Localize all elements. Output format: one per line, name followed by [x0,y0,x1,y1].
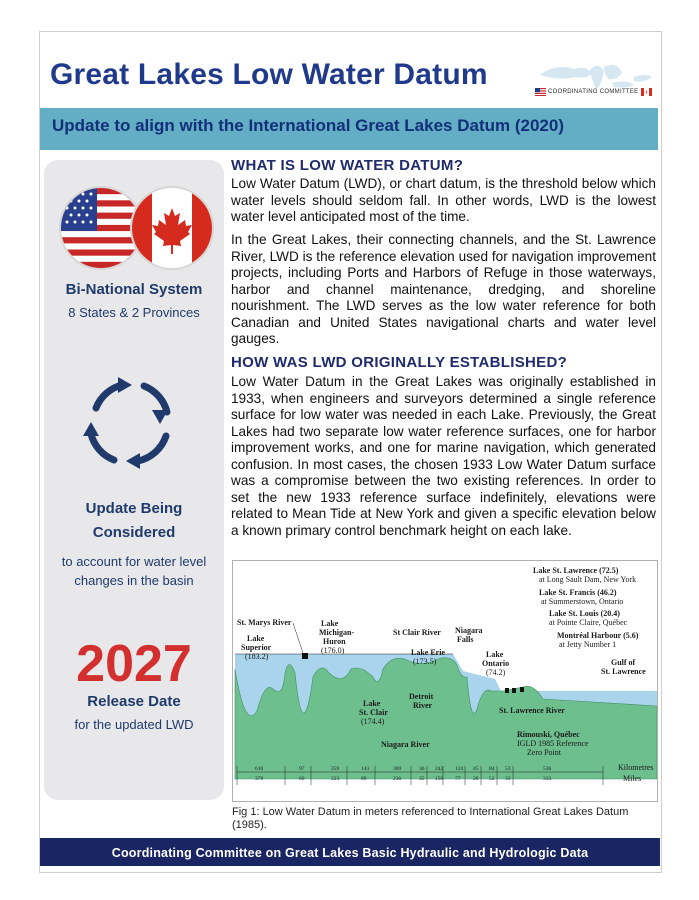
mile-segment-label: 77 [455,776,461,782]
km-segment-label: 45 [473,766,479,772]
bi-national-heading: Bi-National System [65,281,203,298]
release-year: 2027 [76,635,192,693]
mile-segment-label: 28 [473,776,479,782]
superior-label-3: (183.2) [245,652,269,661]
st-louis-label-2: at Pointe Claire, Québec [549,618,628,627]
mile-segment-label: 33 [505,776,511,782]
rimouski-label-1: Rimouski, Québec [517,730,580,739]
st-louis-label-1: Lake St. Louis (20.4) [549,609,620,618]
release-date-heading: Release Date [87,693,181,710]
niagara-falls-label-2: Falls [457,635,474,644]
st-francis-label-1: Lake St. Francis (46.2) [539,588,617,597]
st-lawrence-label-1: Lake St. Lawrence (72.5) [533,566,619,575]
ontario-label-3: (74.2) [486,668,506,677]
km-segment-label: 53 [505,766,511,772]
update-text-line1: to account for water level [61,554,207,569]
st-francis-label-2: at Summerstown, Ontario [541,597,624,606]
superior-label-1: Lake [247,634,265,643]
ontario-label-2: Ontario [482,659,510,668]
mh-label-4: (176.0) [321,646,345,655]
section-heading-what: WHAT IS LOW WATER DATUM? [231,157,464,174]
mile-segment-label: 379 [255,776,264,782]
st-clair-river-label: St Clair River [393,628,441,637]
paragraph-how-1: Low Water Datum in the Great Lakes was originally established in 1933, when engineers and surveyors determined a single reference surface for low water was needed in each Lake. Previously, the Great Lakes had two separate low water reference surfaces, one for harbor improvement works, and one for marine navigation, which generated confusion. In most cases, the chosen 1933 Low Water Datum surface was a compromise between the two existing references. In order to set the new 1933 reference surface indefinitely, elevations were related to Mean Tide at New York and given a specific elevation below a known primary control benchmark height on each lake. [231,374,656,538]
mile-segment-label: 89 [361,776,367,782]
erie-label-2: (173.5) [413,657,437,666]
mile-segment-label: 35 [419,776,425,782]
mh-label-1: Lake [321,619,339,628]
great-lakes-logo-icon [530,55,660,105]
km-segment-label: 97 [299,766,305,772]
km-segment-label: 610 [255,766,264,772]
km-segment-label: 380 [393,766,402,772]
subtitle: Update to align with the International Great Lakes Datum (2020) [52,116,564,135]
st-lawrence-label-2: at Long Sault Dam, New York [539,575,637,584]
gulf-label-1: Gulf of [611,658,636,667]
km-segment-label: 124 [455,766,464,772]
canada-flag-icon [130,186,214,270]
mile-segment-label: 236 [393,776,402,782]
detroit-label-2: River [413,701,433,710]
superior-label-2: Superior [241,643,272,652]
ontario-label-1: Lake [486,650,504,659]
lake-st-clair-label-2: St. Clair [359,708,388,717]
miles-label: Miles [623,774,642,783]
gulf-label-2: St. Lawrence [601,667,646,676]
km-segment-label: 143 [361,766,370,772]
rimouski-label-3: Zero Point [527,748,561,757]
mile-segment-label: 333 [543,776,552,782]
mh-label-3: Huron [323,637,346,646]
cycle-arrows-icon [74,368,184,478]
lwd-profile-figure [232,560,658,802]
mile-segment-label: 60 [299,776,305,782]
canada-flag-small-icon [641,88,652,96]
detroit-label-1: Detroit [409,692,434,701]
km-segment-label: 242 [435,766,444,772]
paragraph-what-2: In the Great Lakes, their connecting channels, and the St. Lawrence River, LWD is the reference elevation used for navigation improvement projects, including Ports and Harbors of Refuge in those waterways, harbor and channel maintenance, dredging, and shoreline nourishment. The LWD serves as the low water reference for both Canadian and United States navigational charts and water level gauges. [231,232,656,346]
figure-caption: Fig 1: Low Water Datum in meters referenced to International Great Lakes Datum (1985). [232,806,629,831]
mile-segment-label: 223 [331,776,340,782]
st-marys-label: St. Marys River [237,618,292,627]
paragraph-what-1: Low Water Datum (LWD), or chart datum, is the threshold below which water levels should seldom fall. In other words, LWD is the lowest water level anticipated most of the time. [231,176,656,224]
niagara-river-label: Niagara River [381,740,430,749]
st-lawrence-river-label: St. Lawrence River [499,706,565,715]
niagara-falls-label-1: Niagara [455,626,483,635]
bi-national-text: 8 States & 2 Provinces [68,305,200,320]
km-segment-label: 36 [419,766,425,772]
km-label: Kilometres [618,763,654,772]
release-date-text: for the updated LWD [74,717,194,732]
km-segment-label: 536 [543,766,552,772]
montreal-label-1: Montréal Harbour (5.6) [557,631,639,640]
mile-segment-label: 150 [435,776,444,782]
lake-st-clair-label-1: Lake [363,699,381,708]
lake-st-clair-label-3: (174.4) [361,717,385,726]
update-heading-line1: Update Being [85,500,183,517]
rimouski-label-2: IGLD 1985 Reference [517,739,589,748]
page-title: Great Lakes Low Water Datum [50,58,488,91]
erie-label-1: Lake Erie [411,648,445,657]
section-heading-how: HOW WAS LWD ORIGINALLY ESTABLISHED? [231,354,568,371]
km-segment-label: 84 [489,766,495,772]
logo-text: COORDINATING COMMITTEE [548,89,639,95]
mile-segment-label: 52 [489,776,495,782]
us-flag-small-icon [535,88,546,96]
update-heading-line2: Considered [92,524,176,541]
update-text-line2: changes in the basin [74,573,194,588]
km-segment-label: 359 [331,766,340,772]
montreal-label-2: at Jetty Number 1 [559,640,617,649]
footer-text: Coordinating Committee on Great Lakes Basic Hydraulic and Hydrologic Data [111,846,589,860]
mh-label-2: Michigan- [319,628,355,637]
